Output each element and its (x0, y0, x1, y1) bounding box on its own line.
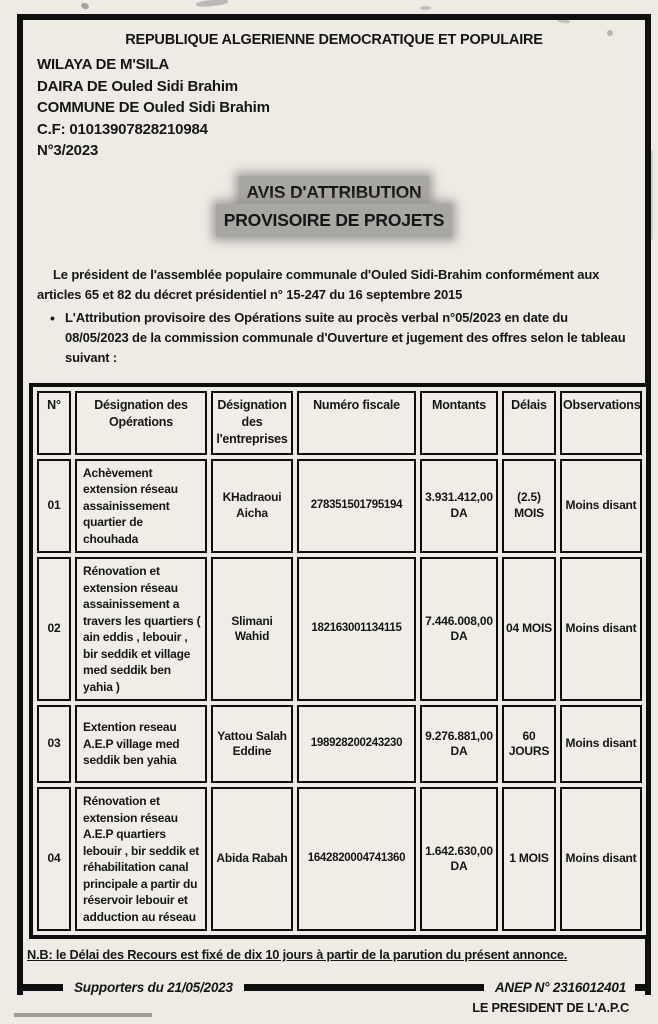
cell-delai: (2.5) MOIS (502, 459, 556, 554)
cell-fiscal: 198928200243230 (297, 705, 416, 783)
cell-montant: 9.276.881,00 DA (420, 705, 498, 783)
table-header-row (37, 391, 642, 455)
cell-entreprise: Slimani Wahid (211, 557, 293, 701)
cell-entreprise: KHadraoui Aicha (211, 459, 293, 554)
cell-delai: 04 MOIS (502, 557, 556, 701)
cell-designation-operation: Achèvement extension réseau assainissement quartier de chouhada (75, 459, 207, 554)
col-header-montants: Montants (420, 391, 498, 455)
footer-publication-date: Supporters du 21/05/2023 (74, 979, 233, 995)
scan-speckle (420, 6, 431, 10)
scan-speckle (196, 0, 228, 8)
cell-montant: 7.446.008,00 DA (420, 557, 498, 701)
footer-bar (17, 976, 651, 998)
daira-line: DAIRA DE Ouled Sidi Brahim (37, 77, 238, 95)
footer-anep-number: ANEP N° 2316012401 (494, 979, 626, 995)
bullet-text: L'Attribution provisoire des Opérations suite au procès verbal n°05/2023 en date du 08/05/2023 de la commission communale d'Ouverture et jugement des offres selon le tableau suivant : (65, 309, 626, 365)
col-header-num: N° (37, 391, 71, 455)
cell-fiscal: 278351501795194 (297, 459, 416, 554)
footer-line-middle (244, 984, 484, 991)
cell-entreprise: Abida Rabah (211, 787, 293, 931)
signature-line: LE PRESIDENT DE L'A.P.C (472, 1000, 629, 1015)
cell-observation: Moins disant (560, 459, 642, 554)
col-header-observations: Observations (560, 391, 642, 455)
notice-number-line: N°3/2023 (37, 142, 99, 159)
cell-montant: 3.931.412,00 DA (420, 459, 498, 554)
republic-heading: REPUBLIQUE ALGERIENNE DEMOCRATIQUE ET POPULAIRE (125, 32, 543, 48)
cell-montant: 1.642.630,00 DA (420, 787, 498, 931)
col-header-delais: Délais (502, 391, 556, 455)
cell-num: 04 (37, 787, 71, 931)
cell-observation: Moins disant (560, 557, 642, 701)
col-header-operation: Désignation des Opérations (75, 391, 207, 455)
col-header-fiscal: Numéro fiscale (297, 391, 416, 455)
table-row (37, 705, 642, 783)
cell-designation-operation: Extention reseau A.E.P village med seddik ben yahia (75, 705, 207, 783)
cell-delai: 1 MOIS (502, 787, 556, 931)
footer-line-left (17, 984, 63, 991)
footer-line-right (635, 984, 651, 991)
title-line-1: AVIS D'ATTRIBUTION (242, 179, 427, 206)
table-row (37, 459, 642, 554)
col-header-entreprise: Désignation des l'entreprises (211, 391, 293, 455)
notice-title (23, 179, 645, 235)
table-row (37, 557, 642, 701)
cell-num: 02 (37, 557, 71, 701)
table-row (37, 787, 642, 931)
cell-fiscal: 182163001134115 (297, 557, 416, 701)
attribution-table (29, 383, 650, 940)
issuer-block (37, 54, 645, 162)
bullet-item (23, 308, 627, 368)
commune-line: COMMUNE DE Ouled Sidi Brahim (37, 99, 270, 116)
cell-designation-operation: Rénovation et extension réseau assainissement a travers les quartiers ( ain eddis , lebouir , bir seddik et village med seddik ben yahia ) (75, 557, 207, 701)
cell-observation: Moins disant (560, 787, 642, 931)
cell-fiscal: 1642820004741360 (297, 787, 416, 931)
cell-designation-operation: Rénovation et extension réseau A.E.P quartiers lebouir , bir seddik et réhabilitation canal principale a partir du réservoir lebouir et adduction au réseau (75, 787, 207, 931)
cell-num: 03 (37, 705, 71, 783)
cf-number-line: C.F: 01013907828210984 (37, 120, 208, 138)
cell-observation: Moins disant (560, 705, 642, 783)
nb-note: N.B: le Délai des Recours est fixé de dix 10 jours à partir de la parution du présent annonce. (27, 947, 568, 962)
bullet-icon: • (50, 309, 55, 326)
wilaya-line: WILAYA DE M'SILA (37, 56, 170, 73)
page-border-frame (17, 14, 651, 1015)
scan-speckle (80, 2, 90, 10)
intro-paragraph: Le président de l'assemblée populaire communale d'Ouled Sidi-Brahim conformément aux articles 65 et 82 du décret présidentiel n° 15-247 du 16 septembre 2015 (37, 266, 600, 302)
cell-entreprise: Yattou Salah Eddine (211, 705, 293, 783)
cell-num: 01 (37, 459, 71, 554)
title-line-2: PROVISOIRE DE PROJETS (219, 207, 449, 234)
cell-delai: 60 JOURS (502, 705, 556, 783)
